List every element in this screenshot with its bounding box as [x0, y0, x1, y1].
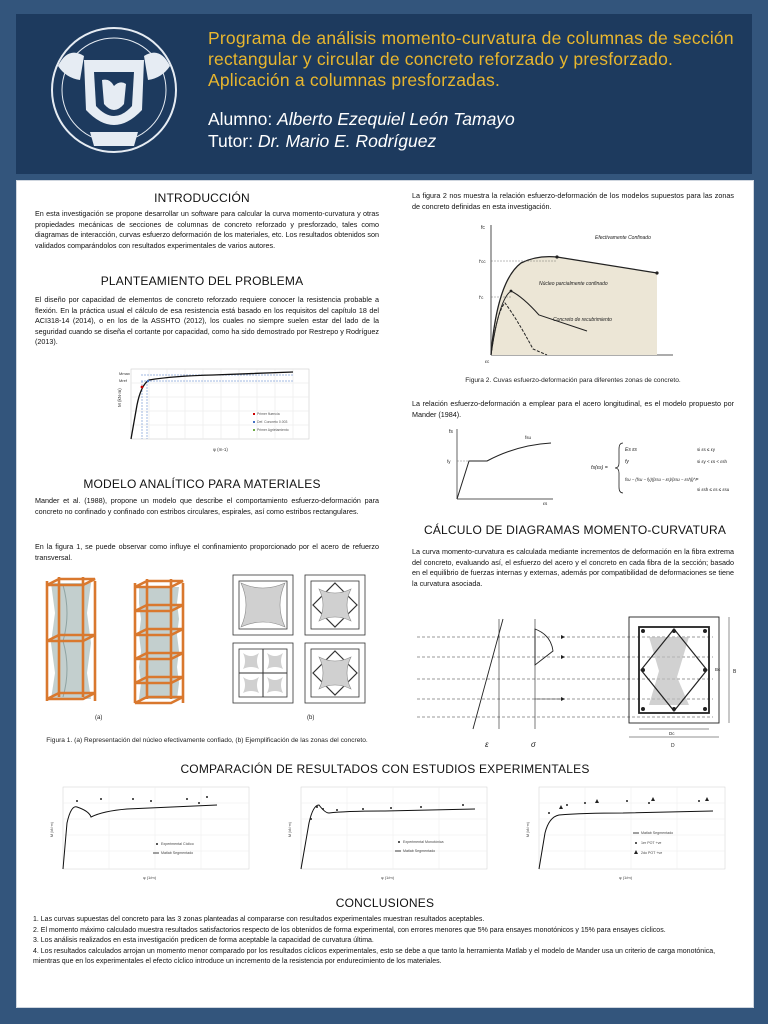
chart3-ylabel: M (kN·m) [526, 822, 530, 837]
comparison-chart-1 [47, 783, 257, 887]
mc-xlabel: φ (m-1) [213, 447, 228, 452]
unam-logo [44, 20, 184, 170]
confinement-sections-figure [227, 571, 379, 723]
fig1-label-b: (b) [307, 715, 315, 721]
column-b [135, 579, 183, 703]
eq-row-2: fy [625, 459, 629, 465]
steel-fy-label: fy [447, 459, 451, 464]
chart3-xlabel: φ (1/m) [619, 875, 633, 880]
poster-title: Programa de análisis momento-curvatura de columnas de sección rectangular y circular de concreto reforzado y presforzado. Aplicación a columnas presforzadas. [208, 28, 734, 90]
poster-header [16, 14, 752, 174]
tutor-name: Dr. Mario E. Rodríguez [257, 131, 437, 151]
mc-ylabel: M (kN·m) [117, 388, 122, 407]
mc-legend-2: Primer Agrietamiento [257, 428, 289, 432]
steel-es-label: εs [543, 501, 548, 505]
figure1-caption: Figura 1. (a) Representación del núcleo efectivamente confiado, (b) Ejemplificación de las zonas del concreto. [46, 737, 368, 744]
fig2-fcc-label: f'cc [479, 259, 486, 264]
eq-cond-2: si εy < εs < εsh [697, 459, 728, 464]
calculo-text: La curva momento-curvatura es calculada mediante incrementos de deformación en la fibra extrema del concreto, evaluando así, el esfuerzo del acero y el concreto en cada fibra de la sección; basado en el equilibrio de fuerzas internas y externas, además por compatibilidad de deformaciones se tiene la curvatura asociada. [412, 547, 734, 588]
chart1-xlabel: φ (1/m) [143, 875, 157, 880]
chart2-ylabel: M (kN·m) [288, 822, 292, 837]
calculo-heading: CÁLCULO DE DIAGRAMAS MOMENTO-CURVATURA [423, 523, 727, 537]
chart2-legend-1: Matlab Segmentado [403, 849, 436, 853]
chart1-legend-0: Experimental Cíclico [161, 842, 194, 846]
eq-cond-1: si εs ≤ εy [697, 447, 715, 452]
dim-d-label: D [671, 743, 675, 749]
concrete-stress-strain-figure [477, 221, 677, 365]
content-panel [16, 180, 754, 1008]
eq-lhs: fs(εs) = [591, 465, 608, 471]
tutor-label: Tutor: [208, 131, 254, 151]
mc-mmax-label: Mmax [119, 371, 130, 376]
dim-b-label: B [733, 669, 737, 675]
fig2-label-recub: Concreto de recubrimiento [553, 317, 612, 323]
dim-dc-label: Dc [669, 731, 675, 736]
moment-curvature-figure [113, 365, 313, 457]
planteamiento-heading: PLANTEAMIENTO DEL PROBLEMA [100, 274, 304, 288]
stress-symbol: σ [531, 740, 536, 749]
comparacion-heading: COMPARACIÓN DE RESULTADOS CON ESTUDIOS EXPERIMENTALES [180, 762, 590, 776]
dim-bc-label: Bc [715, 667, 721, 672]
planteamiento-text: El diseño por capacidad de elementos de concreto reforzado requiere conocer la resistencia probable a flexión. En la práctica usual el cálculo de esa resistencia está basado en los requisitos del capítulo 18 del ACI318-14 (2014), o en los de la ASSHTO (2012), los cuales no siempre suelen estar del lado de la seguridad cuando se diseña el cortante por capacidad, como ha sido demostrado por Restrepo y Rodríguez (2013). [35, 295, 379, 347]
chart3-legend-2: 2do POT +ve [641, 851, 663, 855]
chart3-legend-0: Matlab Segmentado [641, 831, 674, 835]
confinement-columns-figure [35, 573, 215, 723]
conclusion-item: 3. Los análisis realizados en esta investigación predicen de forma aceptable la capacidad de curvatura última. [33, 937, 374, 945]
acero-text: La relación esfuerzo-deformación a emplear para el acero longitudinal, es el modelo propuesto por Mander (1984). [412, 399, 734, 419]
modelo-heading: MODELO ANALÍTICO PARA MATERIALES [83, 477, 321, 491]
conclusion-item: 1. Las curvas supuestas del concreto para las 3 zonas planteadas al compararse con resultados experimentales muestran resultados aceptables. [33, 916, 485, 923]
column-a [47, 577, 95, 701]
chart1-legend-1: Matlab Segmentado [161, 851, 194, 855]
fig1-label-a: (a) [95, 715, 103, 721]
alumno-name: Alberto Ezequiel León Tamayo [277, 109, 515, 129]
fig2-axis-fc: fc [481, 225, 485, 231]
intro-text: En esta investigación se propone desarrollar un software para calcular la curva momento-curvatura y otras propiedades mecánicas de secciones de columnas de concreto reforzado y presforzado, tales como diagramas de interacción, curvas esfuerzo deformación de los materiales, etc. Los resultados obtenidos son validados comparándolos con resultados experimentales de varios autores. [35, 209, 379, 250]
comparison-chart-2 [285, 783, 495, 887]
eq-row-1: Es εs [625, 447, 637, 453]
fig2-eps-label: εc [485, 359, 490, 364]
section-analysis-figure [413, 605, 743, 753]
modelo-text-2: En la figura 1, se puede observar como influye el confinamiento proporcionado por el acero de refuerzo transversal. [35, 542, 379, 562]
strain-symbol: ε [485, 740, 489, 749]
conclusion-item: 4. Los resultados calculados arrojan un momento menor comparado por los resultados cíclicos experimentales, esto se debe a que tanto la herramienta Matlab y el modelo de Mander usa un criterio de carga monotónica, mientras que en los experimentales el efecto cíclico introduce un incremento de la resistencia por endurecimiento de los materiales. [33, 947, 716, 966]
steel-fsu-label: fsu [525, 435, 532, 440]
steel-fs-label: fs [449, 429, 453, 435]
conclusion-item: 2. El momento máximo calculado muestra resultados satisfactorios respecto de los obtenidos de forma experimental, con errores menores que 5% para ensayes monotónicos y 15% para ensayes cíclicos. [33, 926, 666, 934]
author-block [208, 108, 515, 152]
fig2-label-confinado: Efectivamente Confinado [595, 235, 651, 241]
alumno-label: Alumno: [208, 109, 273, 129]
fig2-label-nucleo: Núcleo parcialmente confinado [539, 281, 608, 287]
intro-heading: INTRODUCCIÓN [154, 191, 250, 205]
conclusiones-list [33, 915, 739, 968]
eq-row-3: fsu − (fsu − fy)((εsu − εs)/(εsu − εsh))^P [625, 477, 699, 482]
chart1-ylabel: M (kN·m) [50, 822, 54, 837]
mc-legend-0: Primer fluencia [257, 412, 280, 416]
steel-equation [591, 437, 739, 499]
eq-cond-3: si εsh ≤ εs ≤ εsu [697, 487, 730, 492]
chart2-xlabel: φ (1/m) [381, 875, 395, 880]
figure2-caption: Figura 2. Cuvas esfuerzo-deformación para diferentes zonas de concreto. [465, 377, 681, 384]
fig2-fc-label: f'c [479, 295, 484, 300]
chart3-legend-1: 1er POT +ve [641, 841, 662, 845]
modelo-text-1: Mander et al. (1988), propone un modelo que describe el comportamiento esfuerzo-deformación para concreto no confinado y confinado con estribos circulares, espirales, así como estribos rectangulares. [35, 496, 379, 516]
mc-legend-1: Def. Concreto 0.003 [257, 420, 288, 424]
mc-mref-label: Mref [119, 378, 127, 383]
conclusiones-heading: CONCLUSIONES [335, 896, 435, 910]
chart2-legend-0: Experimental Monotónica [403, 840, 444, 844]
fig2-intro: La figura 2 nos muestra la relación esfuerzo-deformación de los modelos supuestos para las zonas de concreto definidas en esta investigación. [412, 191, 734, 211]
steel-stress-strain-figure [447, 425, 557, 505]
comparison-chart-3 [523, 783, 733, 887]
